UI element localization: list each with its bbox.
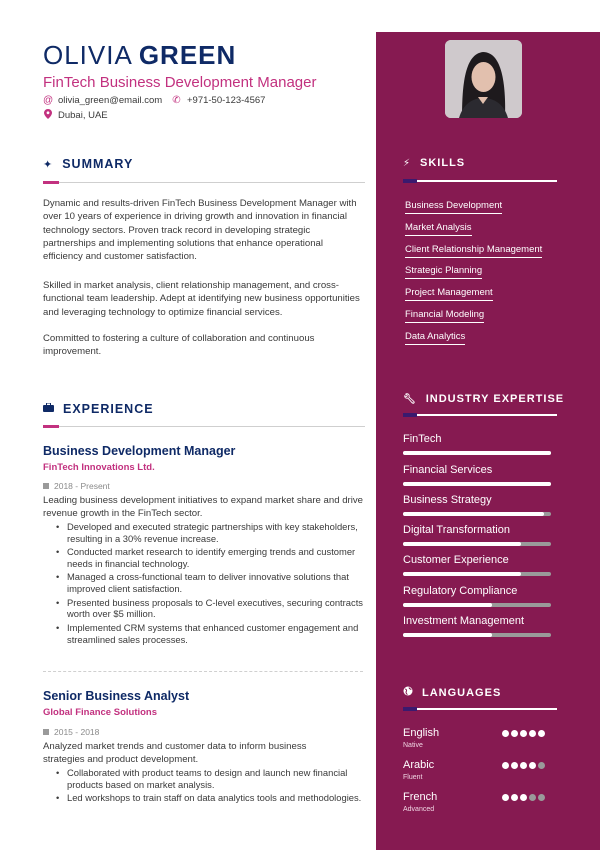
wrench-icon: 🔧︎ bbox=[403, 393, 417, 405]
list-item: • Conducted market research to identify emerging trends and customer needs in financial technology. bbox=[56, 546, 368, 569]
skills-divider bbox=[403, 180, 557, 182]
languages-heading: LANGUAGES bbox=[403, 686, 501, 699]
language-rating bbox=[502, 794, 547, 801]
first-name: OLIVIA bbox=[43, 40, 133, 70]
rating-dot bbox=[502, 730, 509, 737]
language-rating bbox=[502, 730, 547, 737]
list-item: • Implemented CRM systems that enhanced customer engagement and streamlined sales processes. bbox=[56, 622, 368, 645]
expertise-label: Investment Management bbox=[403, 615, 525, 627]
skill-tag: Client Relationship Management bbox=[405, 244, 542, 258]
rating-dot bbox=[529, 762, 536, 769]
rating-dot bbox=[520, 762, 527, 769]
expertise-label: Regulatory Compliance bbox=[403, 585, 518, 597]
summary-paragraph-3: Committed to fostering a culture of collaboration and continuous improvement. bbox=[43, 333, 315, 358]
expertise-bar-fill bbox=[403, 572, 521, 576]
list-item: • Collaborated with product teams to design and launch new financial products based on market analysis. bbox=[56, 767, 368, 790]
languages-divider bbox=[403, 708, 557, 710]
list-item: • Managed a cross-functional team to deliver innovative solutions that improved client satisfaction. bbox=[56, 571, 368, 594]
job-2-role: Senior Business Analyst bbox=[43, 689, 190, 703]
experience-heading: EXPERIENCE bbox=[43, 402, 154, 416]
phone-icon: ✆ bbox=[172, 95, 181, 106]
summary-heading: ✦ SUMMARY bbox=[43, 157, 134, 171]
skills-heading: ⚡︎ SKILLS bbox=[403, 157, 466, 169]
list-item: • Led workshops to train staff on data analytics tools and methodologies. bbox=[56, 792, 368, 804]
language-name: Arabic bbox=[403, 759, 435, 771]
job-2-dates: 2015 - 2018 bbox=[43, 727, 99, 737]
location-text: Dubai, UAE bbox=[58, 110, 108, 121]
list-item: • Presented business proposals to C-level executives, securing contracts worth over $5 million. bbox=[56, 597, 368, 620]
expertise-bar-fill bbox=[403, 451, 551, 455]
skill-tag: Project Management bbox=[405, 287, 493, 301]
rating-dot bbox=[529, 794, 536, 801]
rating-dot bbox=[511, 762, 518, 769]
email-text: olivia_green@email.com bbox=[58, 95, 163, 106]
map-pin-icon bbox=[43, 109, 52, 122]
expertise-bar bbox=[403, 542, 551, 546]
profile-photo bbox=[445, 40, 522, 118]
skill-tag: Market Analysis bbox=[405, 222, 472, 236]
person-portrait-icon bbox=[445, 40, 522, 118]
language-level: Advanced bbox=[403, 806, 435, 813]
language-level: Native bbox=[403, 742, 423, 749]
language-name: English bbox=[403, 727, 440, 739]
rating-dot bbox=[538, 730, 545, 737]
sparkle-icon: ✦ bbox=[43, 158, 54, 171]
sidebar bbox=[376, 0, 600, 850]
candidate-name bbox=[43, 40, 236, 71]
expertise-bar bbox=[403, 451, 551, 455]
calendar-icon bbox=[43, 483, 49, 489]
expertise-label: FinTech bbox=[403, 433, 442, 445]
expertise-bar bbox=[403, 633, 551, 637]
sidebar-top-band bbox=[376, 0, 600, 32]
language-rating bbox=[502, 762, 547, 769]
rating-dot bbox=[502, 794, 509, 801]
briefcase-icon bbox=[43, 403, 54, 415]
expertise-heading: 🔧︎ INDUSTRY EXPERTISE bbox=[403, 393, 565, 405]
phone-contact[interactable] bbox=[172, 95, 265, 106]
job-2-summary: Analyzed market trends and customer data to inform business strategies and product development. bbox=[43, 741, 307, 766]
calendar-icon bbox=[43, 729, 49, 735]
list-item: • Developed and executed strategic partnerships with key stakeholders, resulting in a 30% revenue increase. bbox=[56, 521, 368, 544]
skill-tag: Business Development bbox=[405, 200, 502, 214]
rating-dot bbox=[511, 794, 518, 801]
job-separator bbox=[43, 671, 363, 672]
expertise-label: Customer Experience bbox=[403, 554, 509, 566]
expertise-bar bbox=[403, 572, 551, 576]
globe-icon bbox=[403, 686, 413, 699]
email-contact[interactable] bbox=[43, 95, 162, 106]
last-name: GREEN bbox=[138, 40, 237, 70]
rating-dot bbox=[538, 794, 545, 801]
job-2-bullets bbox=[56, 767, 368, 806]
job-1-bullets bbox=[56, 521, 368, 647]
language-level: Fluent bbox=[403, 774, 423, 781]
summary-paragraph-2: Skilled in market analysis, client relationship management, and cross-functional team leadership. Adept at identifying new business opportunities and leveraging technology to optimize financial services. bbox=[43, 280, 360, 318]
expertise-divider bbox=[403, 414, 557, 416]
job-1-role: Business Development Manager bbox=[43, 444, 236, 458]
skill-tag: Strategic Planning bbox=[405, 265, 482, 279]
job-1-company: FinTech Innovations Ltd. bbox=[43, 462, 155, 473]
skill-tag: Data Analytics bbox=[405, 331, 465, 345]
language-name: French bbox=[403, 791, 438, 803]
bolt-icon: ⚡︎ bbox=[403, 157, 412, 169]
skill-tag: Financial Modeling bbox=[405, 309, 484, 323]
expertise-bar bbox=[403, 512, 551, 516]
expertise-bar-fill bbox=[403, 512, 544, 516]
expertise-bar-fill bbox=[403, 542, 521, 546]
location-contact bbox=[43, 109, 108, 122]
experience-divider bbox=[43, 426, 365, 427]
at-icon: @ bbox=[43, 95, 54, 106]
job-2-company: Global Finance Solutions bbox=[43, 707, 158, 718]
expertise-label: Financial Services bbox=[403, 464, 493, 476]
expertise-bar bbox=[403, 482, 551, 486]
expertise-bar bbox=[403, 603, 551, 607]
expertise-bar-fill bbox=[403, 482, 551, 486]
job-title: FinTech Business Development Manager bbox=[43, 74, 317, 91]
rating-dot bbox=[520, 794, 527, 801]
expertise-bar-fill bbox=[403, 603, 492, 607]
expertise-label: Business Strategy bbox=[403, 494, 492, 506]
job-1-summary: Leading business development initiatives to expand market share and drive revenue growth in the FinTech sector. bbox=[43, 495, 363, 520]
phone-text: +971-50-123-4567 bbox=[187, 95, 266, 106]
job-1-dates: 2018 - Present bbox=[43, 481, 110, 491]
summary-paragraph-1: Dynamic and results-driven FinTech Business Development Manager with over 10 years of experience in driving growth and innovation in financial technology sectors. Proven track record in developing strategic partnerships and implementing solutions that enhance operational efficiency and customer satisfaction. bbox=[43, 198, 357, 263]
rating-dot bbox=[502, 762, 509, 769]
rating-dot bbox=[520, 730, 527, 737]
rating-dot bbox=[511, 730, 518, 737]
rating-dot bbox=[538, 762, 545, 769]
expertise-label: Digital Transformation bbox=[403, 524, 510, 536]
expertise-bar-fill bbox=[403, 633, 492, 637]
rating-dot bbox=[529, 730, 536, 737]
summary-divider bbox=[43, 182, 365, 183]
